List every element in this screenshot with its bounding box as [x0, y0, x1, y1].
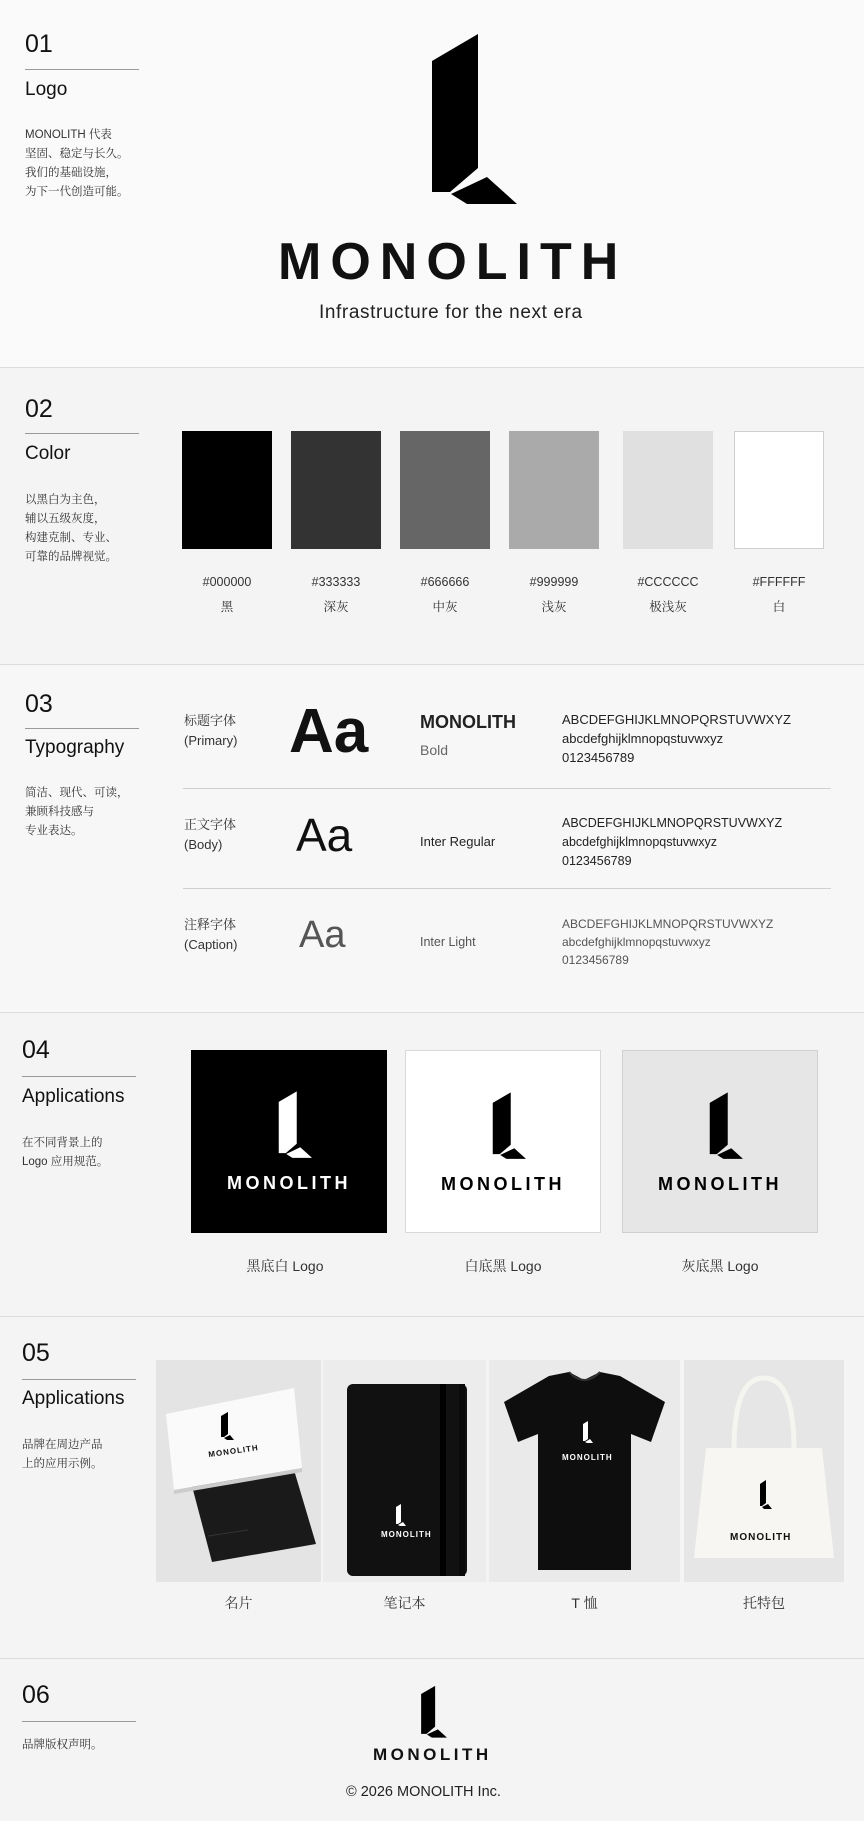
- logo-card-gray: [622, 1050, 818, 1233]
- svg-text:MONOLITH: MONOLITH: [562, 1453, 613, 1462]
- section-number: 05: [22, 1339, 50, 1367]
- notebook-icon: [323, 1360, 486, 1582]
- section-rule: [25, 728, 139, 729]
- color-hex: #FFFFFF: [752, 575, 806, 589]
- section-number: 06: [22, 1681, 50, 1709]
- product-caption: 名片: [224, 1595, 253, 1611]
- color-name: 黑: [220, 600, 234, 614]
- business-card-icon: [156, 1360, 321, 1582]
- type-weight: Bold: [420, 742, 449, 758]
- color-hex: #333333: [311, 575, 361, 589]
- monolith-mark-icon: [276, 1090, 312, 1160]
- product-caption: 托特包: [743, 1595, 785, 1611]
- logo-wordmark: MONOLITH: [227, 1173, 351, 1193]
- section-title: Typography: [25, 737, 125, 758]
- tshirt-mockup: [489, 1360, 680, 1582]
- logo-card-black: [191, 1050, 387, 1233]
- color-swatch-lighter-gray: [623, 431, 713, 549]
- section-description: 简洁、现代、可读， 兼顾科技感与 专业表达。: [25, 787, 129, 837]
- section-number: 04: [22, 1036, 50, 1064]
- color-name: 浅灰: [541, 600, 567, 614]
- brand-wordmark: MONOLITH: [278, 233, 628, 291]
- type-label-primary: 标题字体 (Primary): [184, 713, 238, 748]
- logo-card-white: [405, 1050, 601, 1233]
- type-label-body: 正文字体 (Body): [184, 817, 237, 852]
- tote-bag-icon: [684, 1360, 844, 1582]
- monolith-mark-icon: [490, 1091, 526, 1161]
- color-swatch-white: [734, 431, 824, 549]
- color-swatch-light-gray: [509, 431, 599, 549]
- svg-text:MONOLITH: MONOLITH: [730, 1532, 792, 1543]
- brand-tagline: Infrastructure for the next era: [319, 302, 583, 323]
- monolith-mark-icon: [707, 1091, 743, 1161]
- type-sample-light: Aa: [299, 914, 346, 956]
- color-hex: #666666: [420, 575, 470, 589]
- logo-wordmark: MONOLITH: [441, 1174, 565, 1194]
- color-name: 极浅灰: [649, 600, 687, 614]
- section-footer: [0, 1659, 864, 1821]
- copyright-notice: © 2026 MONOLITH Inc.: [346, 1784, 501, 1800]
- type-label-caption: 注释字体 (Caption): [184, 917, 238, 952]
- section-description: 品牌版权声明。: [22, 1739, 103, 1751]
- tshirt-icon: [489, 1360, 680, 1582]
- product-caption: 笔记本: [383, 1595, 426, 1611]
- row-divider: [183, 888, 831, 889]
- logo-wordmark: MONOLITH: [658, 1174, 782, 1194]
- section-description: 品牌在周边产品 上的应用示例。: [22, 1439, 103, 1470]
- section-rule: [22, 1721, 136, 1722]
- notebook-mockup: [323, 1360, 486, 1582]
- section-rule: [25, 69, 139, 70]
- color-name: 深灰: [323, 600, 349, 614]
- section-number: 01: [25, 30, 53, 58]
- logo-card-caption: 灰底黑 Logo: [681, 1258, 759, 1274]
- section-number: 02: [25, 395, 53, 423]
- section-description: MONOLITH 代表 坚固、稳定与长久。 我们的基础设施， 为下一代创造可能。: [25, 129, 129, 198]
- section-title: Logo: [25, 79, 68, 100]
- tote-bag-mockup: [684, 1360, 844, 1582]
- section-title: Applications: [22, 1086, 125, 1107]
- type-name: Inter Light: [420, 935, 476, 949]
- color-hex: #CCCCCC: [637, 575, 699, 589]
- svg-text:MONOLITH: MONOLITH: [207, 1443, 260, 1460]
- business-card-mockup: [156, 1360, 321, 1582]
- color-hex: #999999: [529, 575, 579, 589]
- type-sample-bold: Aa: [289, 697, 369, 766]
- section-number: 03: [25, 690, 53, 718]
- section-logo: [0, 0, 864, 368]
- section-title: Applications: [22, 1388, 125, 1409]
- section-rule: [22, 1076, 136, 1077]
- section-rule: [25, 433, 139, 434]
- section-title: Color: [25, 443, 71, 464]
- color-swatch-mid-gray: [400, 431, 490, 549]
- type-name: MONOLITH: [420, 712, 516, 732]
- type-alphabet: ABCDEFGHIJKLMNOPQRSTUVWXYZ abcdefghijklmnopqstuvwxyz 0123456789: [562, 712, 791, 765]
- row-divider: [183, 788, 831, 789]
- color-hex: #000000: [202, 575, 252, 589]
- type-name: Inter Regular: [420, 834, 496, 849]
- color-name: 中灰: [432, 600, 458, 614]
- logo-card-caption: 黑底白 Logo: [246, 1258, 324, 1274]
- product-caption: T 恤: [571, 1595, 598, 1611]
- color-swatch-dark-gray: [291, 431, 381, 549]
- type-alphabet: ABCDEFGHIJKLMNOPQRSTUVWXYZ abcdefghijklmnopqstuvwxyz 0123456789: [562, 816, 783, 868]
- monolith-mark-icon: [419, 1685, 447, 1739]
- svg-text:MONOLITH: MONOLITH: [381, 1530, 432, 1539]
- section-description: 在不同背景上的 Logo 应用规范。: [22, 1137, 109, 1168]
- logo-card-caption: 白底黑 Logo: [464, 1258, 542, 1274]
- color-name: 白: [772, 600, 786, 614]
- footer-wordmark: MONOLITH: [373, 1745, 492, 1764]
- section-rule: [22, 1379, 136, 1380]
- type-sample-regular: Aa: [296, 809, 353, 861]
- section-description: 以黑白为主色， 辅以五级灰度， 构建克制、专业、 可靠的品牌视觉。: [25, 494, 117, 563]
- monolith-mark-icon: [425, 34, 517, 206]
- type-alphabet: ABCDEFGHIJKLMNOPQRSTUVWXYZ abcdefghijklmnopqstuvwxyz 0123456789: [562, 917, 774, 967]
- color-swatch-black: [182, 431, 272, 549]
